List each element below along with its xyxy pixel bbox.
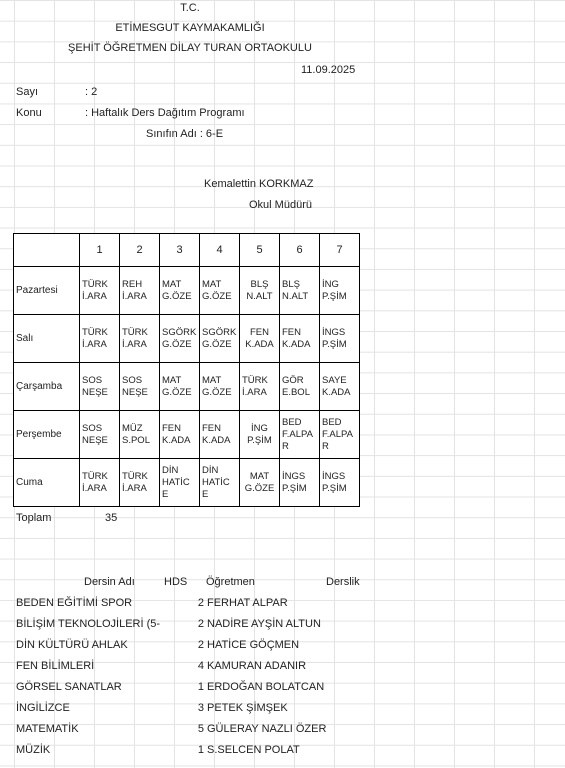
lesson-cell[interactable]: [160, 267, 200, 315]
day-label: Çarşamba: [14, 363, 80, 411]
period-header-7: 7: [320, 234, 360, 267]
konu-value: : Haftalık Ders Dağıtım Programı: [85, 107, 245, 119]
course-hours: 2: [197, 618, 204, 630]
course-hours: 5: [197, 723, 204, 735]
lesson-cell[interactable]: [160, 315, 200, 363]
lesson-cell[interactable]: [240, 363, 280, 411]
schedule-row-persembe: [14, 411, 360, 459]
lesson-text: MAT G.ÖZE: [162, 278, 192, 302]
lesson-cell[interactable]: [240, 411, 280, 459]
lesson-cell[interactable]: [120, 315, 160, 363]
course-header-teacher: Öğretmen: [206, 576, 255, 588]
lesson-cell[interactable]: [280, 363, 320, 411]
schedule-table: [13, 233, 360, 507]
course-name: BİLİŞİM TEKNOLOJİLERİ (5-: [16, 618, 161, 630]
lesson-text: BED F.ALPA R: [282, 416, 313, 452]
lesson-text: BLŞ N.ALT: [246, 278, 273, 302]
lesson-cell[interactable]: [320, 411, 360, 459]
day-label: Perşembe: [14, 411, 80, 459]
class-name: Sınıfın Adı : 6-E: [146, 128, 224, 140]
lesson-text: FEN K.ADA: [282, 326, 311, 350]
schedule-row-sali: [14, 315, 360, 363]
total-label: Toplam: [16, 512, 52, 524]
lesson-text: MAT G.ÖZE: [162, 374, 192, 398]
course-header-hours: HDS: [164, 576, 188, 588]
lesson-cell[interactable]: [80, 363, 120, 411]
course-hours: 2: [197, 597, 204, 609]
lesson-cell[interactable]: [280, 267, 320, 315]
period-header-5: 5: [240, 234, 280, 267]
course-name: MÜZİK: [16, 744, 51, 756]
lesson-text: FEN K.ADA: [245, 326, 274, 350]
corner-cell: [14, 234, 80, 267]
lesson-cell[interactable]: [160, 459, 200, 507]
lesson-text: SGÖRK G.ÖZE: [202, 326, 237, 350]
lesson-cell[interactable]: [80, 315, 120, 363]
period-header-2: 2: [120, 234, 160, 267]
course-name: İNGİLİZCE: [16, 702, 70, 714]
course-teacher: NADİRE AYŞİN ALTUN: [207, 618, 321, 630]
course-header-name: Dersin Adı: [84, 576, 135, 588]
lesson-cell[interactable]: [160, 363, 200, 411]
lesson-cell[interactable]: [200, 459, 240, 507]
course-hours: 4: [197, 660, 204, 672]
course-teacher: S.SELCEN POLAT: [207, 744, 300, 756]
course-header-classes: Derslik: [326, 576, 360, 588]
konu-label: Konu: [16, 107, 42, 119]
course-name: GÖRSEL SANATLAR: [16, 681, 122, 693]
schedule-header-row: [14, 234, 360, 267]
lesson-cell[interactable]: [120, 459, 160, 507]
lesson-text: SOS NEŞE: [82, 422, 108, 446]
lesson-text: GÖR E.BOL: [282, 374, 310, 398]
course-teacher: ERDOĞAN BOLATCAN: [207, 681, 325, 693]
lesson-cell[interactable]: [200, 363, 240, 411]
schedule-row-cuma: [14, 459, 360, 507]
lesson-text: REH İ.ARA: [122, 278, 147, 302]
lesson-text: TÜRK İ.ARA: [122, 470, 148, 494]
lesson-text: MAT G.ÖZE: [202, 374, 232, 398]
course-teacher: FERHAT ALPAR: [207, 597, 288, 609]
period-header-3: 3: [160, 234, 200, 267]
lesson-text: FEN K.ADA: [162, 422, 191, 446]
course-hours: 3: [197, 702, 204, 714]
header-tc: T.C.: [180, 2, 200, 14]
lesson-cell[interactable]: [80, 267, 120, 315]
period-header-1: 1: [80, 234, 120, 267]
course-teacher: PETEK ŞİMŞEK: [207, 702, 288, 714]
lesson-text: SOS NEŞE: [122, 374, 148, 398]
lesson-cell[interactable]: [320, 363, 360, 411]
lesson-cell[interactable]: [200, 267, 240, 315]
header-district: ETİMESGUT KAYMAKAMLIĞI: [115, 22, 265, 34]
lesson-text: BLŞ N.ALT: [282, 278, 309, 302]
course-name: FEN BİLİMLERİ: [16, 660, 95, 672]
course-hours: 1: [197, 744, 204, 756]
lesson-cell[interactable]: [80, 411, 120, 459]
course-teacher: HATİCE GÖÇMEN: [207, 639, 300, 651]
lesson-cell[interactable]: [240, 267, 280, 315]
lesson-cell[interactable]: [80, 459, 120, 507]
principal-name: Kemalettin KORKMAZ: [204, 178, 314, 190]
schedule-row-carsamba: [14, 363, 360, 411]
lesson-text: MAT G.ÖZE: [202, 278, 232, 302]
lesson-text: TÜRK İ.ARA: [82, 278, 108, 302]
lesson-text: DİN HATİC E: [162, 464, 190, 500]
lesson-cell[interactable]: [280, 459, 320, 507]
lesson-cell[interactable]: [320, 315, 360, 363]
lesson-text: MÜZ S.POL: [122, 422, 150, 446]
sayi-value: : 2: [85, 86, 98, 98]
lesson-text: İNG P.ŞİM: [322, 278, 347, 302]
principal-title: Okul Müdürü: [249, 199, 312, 211]
course-teacher: KAMURAN ADANIR: [207, 660, 307, 672]
day-label: Salı: [14, 315, 80, 363]
course-name: MATEMATİK: [16, 723, 79, 735]
header-school: ŞEHİT ÖĞRETMEN DİLAY TURAN ORTAOKULU: [68, 42, 312, 54]
schedule-row-pazartesi: [14, 267, 360, 315]
lesson-cell[interactable]: [320, 459, 360, 507]
lesson-text: İNGS P.ŞİM: [322, 470, 347, 494]
lesson-cell[interactable]: [160, 411, 200, 459]
course-teacher: GÜLERAY NAZLI ÖZER: [207, 723, 327, 735]
course-hours: 1: [197, 681, 204, 693]
lesson-text: MAT G.ÖZE: [244, 470, 275, 494]
course-name: DİN KÜLTÜRÜ AHLAK: [16, 639, 128, 651]
header-date: 11.09.2025: [301, 64, 356, 76]
lesson-cell[interactable]: [120, 411, 160, 459]
lesson-text: FEN K.ADA: [202, 422, 231, 446]
lesson-text: İNG P.ŞİM: [247, 422, 272, 446]
lesson-text: TÜRK İ.ARA: [82, 326, 108, 350]
lesson-cell[interactable]: [120, 363, 160, 411]
lesson-text: SOS NEŞE: [82, 374, 108, 398]
course-name: BEDEN EĞİTİMİ SPOR: [16, 597, 133, 609]
period-header-4: 4: [200, 234, 240, 267]
lesson-text: İNGS P.ŞİM: [322, 326, 347, 350]
day-label: Pazartesi: [14, 267, 80, 315]
lesson-cell[interactable]: [240, 315, 280, 363]
lesson-text: SGÖRK G.ÖZE: [162, 326, 197, 350]
lesson-text: DİN HATİC E: [202, 464, 230, 500]
course-hours: 2: [197, 639, 204, 651]
lesson-cell[interactable]: [280, 411, 320, 459]
lesson-cell[interactable]: [280, 315, 320, 363]
lesson-cell[interactable]: [320, 267, 360, 315]
lesson-text: TÜRK İ.ARA: [122, 326, 148, 350]
lesson-text: TÜRK İ.ARA: [82, 470, 108, 494]
lesson-cell[interactable]: [240, 459, 280, 507]
lesson-text: BED F.ALPA R: [322, 416, 353, 452]
lesson-cell[interactable]: [200, 411, 240, 459]
total-value: 35: [105, 512, 118, 524]
lesson-text: TÜRK İ.ARA: [242, 374, 268, 398]
lesson-text: SAYE K.ADA: [322, 374, 351, 398]
lesson-cell[interactable]: [200, 315, 240, 363]
lesson-cell[interactable]: [120, 267, 160, 315]
lesson-text: İNGS P.ŞİM: [282, 470, 307, 494]
day-label: Cuma: [14, 459, 80, 507]
sayi-label: Sayı: [16, 86, 39, 98]
period-header-6: 6: [280, 234, 320, 267]
